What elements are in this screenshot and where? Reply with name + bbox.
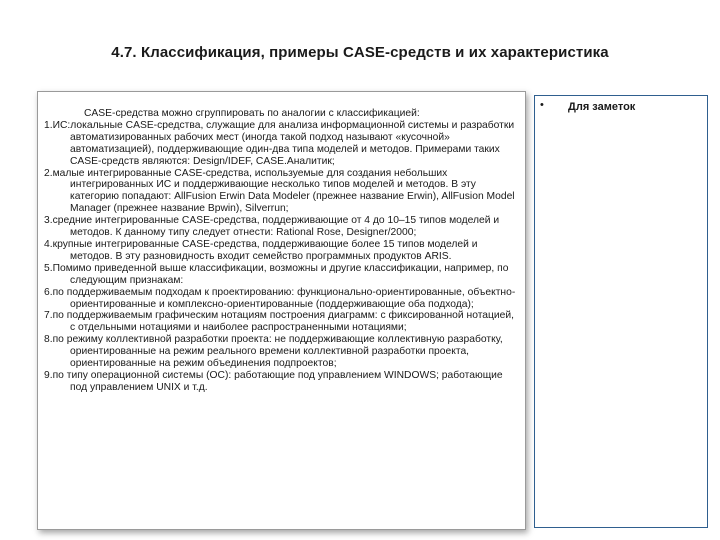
slide-thumbnail <box>37 91 526 530</box>
list-item: 2.малые интегрированные CASE-средства, используемые для создания небольших интегрированных ИС и поддерживающие несколько типов моделей и методов. В эту категорию попадают: AllFusion Erwin Data Modeler (прежнее название Erwin), AllFusion Model Manager (прежнее название Bpwin), Silverrun; <box>44 167 515 215</box>
list-item: 3.средние интегрированные CASE-средства, поддерживающие от 4 до 10–15 типов моделей и методов. К данному типу следует отнести: Rational Rose, Designer/2000; <box>44 215 500 239</box>
list-item: 9.по типу операционной системы (ОС): работающие под управлением WINDOWS; работающие под управлением UNIX и т.д. <box>44 369 503 393</box>
classification-list <box>44 120 521 394</box>
notes-area[interactable] <box>534 95 708 528</box>
list-item: 8.по режиму коллективной разработки проекта: не поддерживающие коллективную разработку, ориентированные на режим реального времени коллективной разработки проекта, ориентированные на режим объединения подпроектов; <box>44 334 503 370</box>
list-item: 1.ИС:локальные CASE-средства, служащие для анализа информационной системы и разработки автоматизированных рабочих мест (иногда такой подход называют «кусочной» автоматизацией), поддерживающие один-два типа моделей и методов. Примерами таких CASE-средств являются: Design/IDEF, CASE.Аналитик; <box>44 119 515 167</box>
notes-label: Для заметок <box>568 101 636 113</box>
notes-bullet: • <box>540 99 544 111</box>
page-title: 4.7. Классификация, примеры CASE-средств и их характеристика <box>111 44 609 61</box>
list-item: 4.крупные интегрированные CASE-средства, поддерживающие более 15 типов моделей и методов. В эту разновидность входит семейство программных продуктов ARIS. <box>44 238 478 262</box>
list-item: 6.по поддерживаемым подходам к проектированию: функционально-ориентированные, объектно-ориентированные и комплексно-ориентированные (поддерживающие оба подхода); <box>44 286 516 310</box>
list-item: 5.Помимо приведенной выше классификации, возможны и другие классификации, например, по следующим признакам: <box>44 262 509 286</box>
slide-intro: CASE-средства можно сгруппировать по аналогии с классификацией: <box>84 108 420 119</box>
list-item: 7.по поддерживаемым графическим нотациям построения диаграмм: с фиксированной нотацией, с отдельными нотациями и наиболее распространенными нотациями; <box>44 310 515 334</box>
